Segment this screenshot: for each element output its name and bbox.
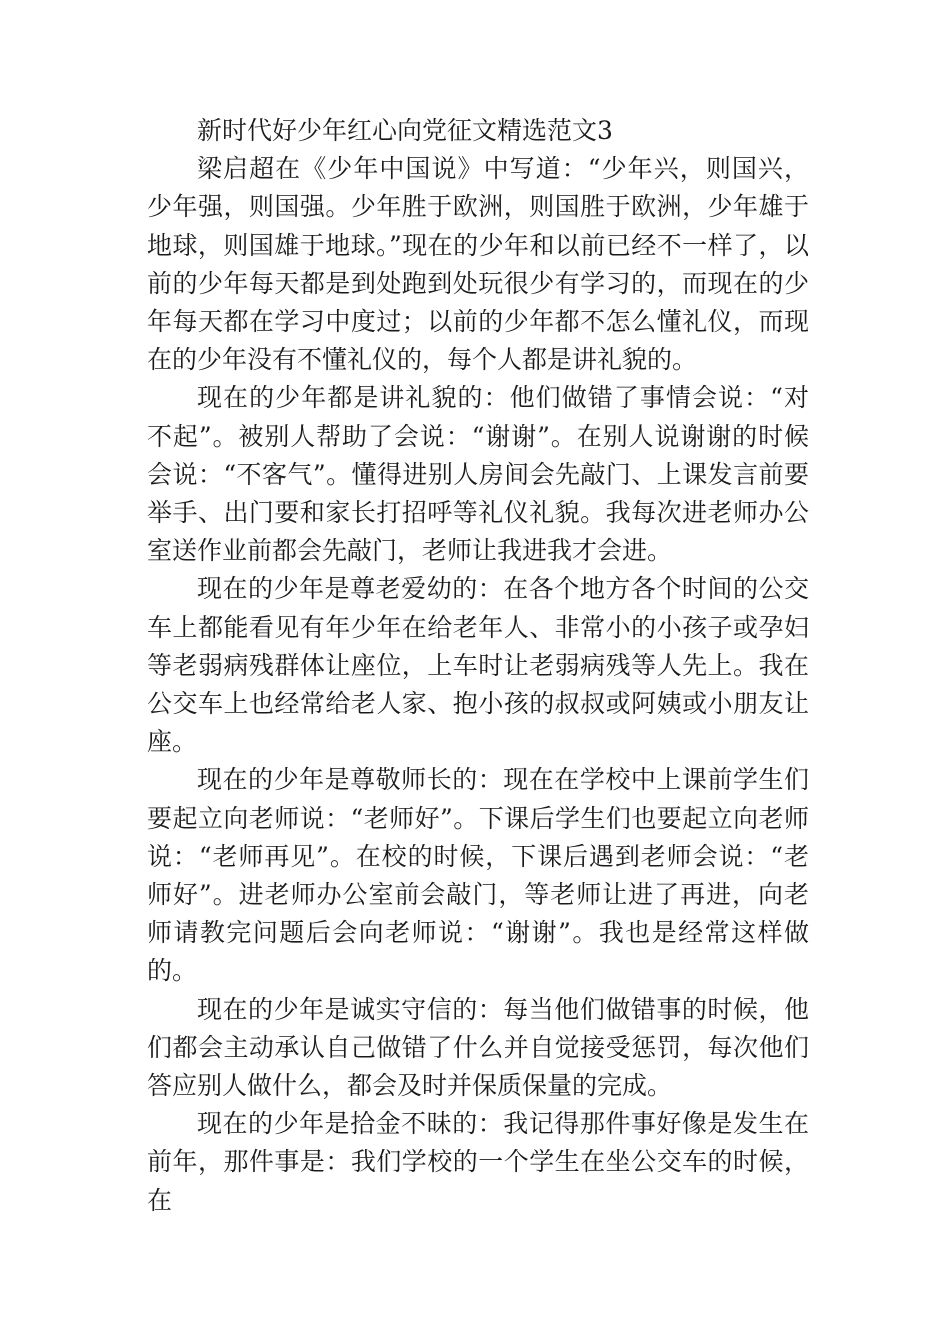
paragraph-1: 梁启超在《少年中国说》中写道：“少年兴，则国兴，少年强，则国强。少年胜于欧洲，则国胜于欧洲，少年雄于地球，则国雄于地球。”现在的少年和以前已经不一样了，以前的少年每天都是到处跑到处玩很少有学习的，而现在的少年每天都在学习中度过；以前的少年都不怎么懂礼仪，而现在的少年没有不懂礼仪的，每个人都是讲礼貌的。: [147, 154, 809, 375]
paragraph-6: 现在的少年是拾金不昧的：我记得那件事好像是发生在前年，那件事是：我们学校的一个学生在坐公交车的时候，在: [147, 1109, 809, 1215]
document-title: 新时代好少年红心向党征文精选范文3: [197, 116, 613, 145]
paragraph-3: 现在的少年是尊老爱幼的：在各个地方各个时间的公交车上都能看见有年少年在给老年人、非常小的小孩子或孕妇等老弱病残群体让座位，上车时让老弱病残等人先上。我在公交车上也经常给老人家、抱小孩的叔叔或阿姨或小朋友让座。: [147, 574, 809, 757]
paragraph-4: 现在的少年是尊敬师长的：现在在学校中上课前学生们要起立向老师说：“老师好”。下课后学生们也要起立向老师说：“老师再见”。在校的时候，下课后遇到老师会说：“老师好”。进老师办公室前会敲门，等老师让进了再进，向老师请教完问题后会向老师说：“谢谢”。我也是经常这样做的。: [147, 765, 809, 986]
paragraph-5: 现在的少年是诚实守信的：每当他们做错事的时候，他们都会主动承认自己做错了什么并自觉接受惩罚，每次他们答应别人做什么，都会及时并保质保量的完成。: [147, 994, 809, 1101]
document-body: [147, 112, 809, 1220]
paragraph-2: 现在的少年都是讲礼貌的：他们做错了事情会说：“对不起”。被别人帮助了会说：“谢谢”。在别人说谢谢的时候会说：“不客气”。懂得进别人房间会先敲门、上课发言前要举手、出门要和家长打招呼等礼仪礼貌。我每次进老师办公室送作业前都会先敲门，老师让我进我才会进。: [147, 383, 809, 566]
